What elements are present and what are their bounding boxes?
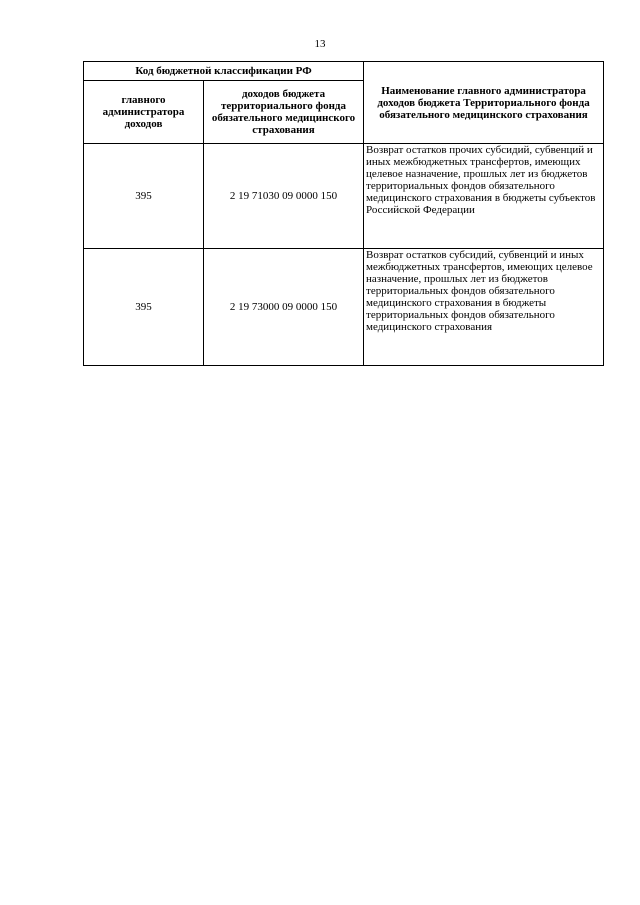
cell-income-name: Возврат остатков прочих субсидий, субвенций и иных межбюджетных трансфертов, имеющих целевое назначение, прошлых лет из бюджетов территориальных фондов обязательного медицинского страхования в бюджеты субъектов Российской Федерации bbox=[364, 144, 604, 249]
table-row bbox=[84, 249, 604, 366]
cell-income-name: Возврат остатков субсидий, субвенций и иных межбюджетных трансфертов, имеющих целевое назначение, прошлых лет из бюджетов территориальных фондов обязательного медицинского страхования в бюджеты территориальных фондов обязательного медицинского страхования bbox=[364, 249, 604, 366]
header-fund-income: доходов бюджета территориального фонда обязательного медицинского страхования bbox=[204, 81, 364, 144]
cell-income-code: 2 19 71030 09 0000 150 bbox=[204, 144, 364, 249]
header-main-administrator: главного администратора доходов bbox=[84, 81, 204, 144]
page-number: 13 bbox=[314, 38, 326, 50]
cell-income-code: 2 19 73000 09 0000 150 bbox=[204, 249, 364, 366]
cell-administrator-code: 395 bbox=[84, 144, 204, 249]
table-row bbox=[84, 144, 604, 249]
header-budget-classification-code: Код бюджетной классификации РФ bbox=[84, 62, 364, 81]
header-administrator-name: Наименование главного администратора доходов бюджета Территориального фонда обязательного медицинского страхования bbox=[364, 62, 604, 144]
cell-administrator-code: 395 bbox=[84, 249, 204, 366]
budget-classification-table bbox=[83, 61, 604, 366]
